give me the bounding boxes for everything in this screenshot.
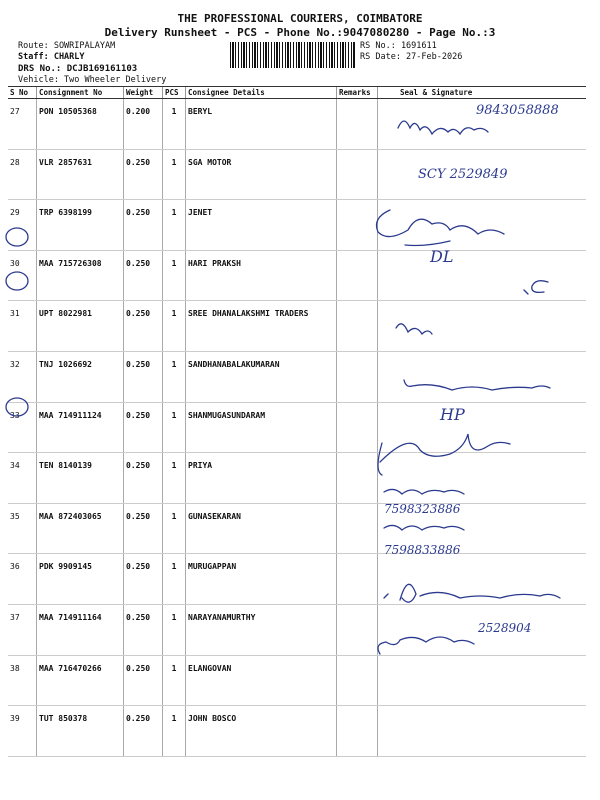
table-row (8, 351, 586, 402)
cell-consignee: ELANGOVAN (186, 655, 337, 706)
cell-consignee: SGA MOTOR (186, 149, 337, 200)
cell-consignee: SREE DHANALAKSHMI TRADERS (186, 301, 337, 352)
cell-sno: 39 (8, 706, 37, 757)
handwriting-row-27: 9843058888 (476, 103, 559, 118)
cell-pcs: 1 (163, 402, 186, 453)
runsheet-table (8, 86, 586, 757)
cell-consignment-no: VLR 2857631 (37, 149, 124, 200)
table-row (8, 200, 586, 251)
cell-weight: 0.250 (124, 250, 163, 301)
col-signature: Seal & Signature (378, 87, 587, 99)
cell-signature (378, 503, 587, 554)
cell-consignee: NARAYANAMURTHY (186, 604, 337, 655)
handwriting-row-36: 7598323886 (384, 502, 461, 516)
cell-sno: 29 (8, 200, 37, 251)
cell-signature (378, 402, 587, 453)
cell-consignment-no: PON 10505368 (37, 99, 124, 150)
cell-sno: 30 (8, 250, 37, 301)
route-label: Route: SOWRIPALAYAM (18, 41, 116, 51)
drs-label: DRS No.: DCJB169161103 (18, 64, 138, 74)
handwriting-row-34: HP (440, 405, 465, 424)
table-row (8, 554, 586, 605)
cell-signature (378, 453, 587, 504)
cell-pcs: 1 (163, 554, 186, 605)
handwriting-row-39: 2528904 (478, 621, 532, 635)
cell-consignment-no: TEN 8140139 (37, 453, 124, 504)
table-row (8, 503, 586, 554)
col-remarks: Remarks (337, 87, 378, 99)
cell-weight: 0.250 (124, 706, 163, 757)
cell-weight: 0.250 (124, 200, 163, 251)
cell-pcs: 1 (163, 503, 186, 554)
cell-remarks (337, 655, 378, 706)
cell-signature (378, 706, 587, 757)
cell-weight: 0.250 (124, 503, 163, 554)
cell-remarks (337, 503, 378, 554)
col-weight: Weight (124, 87, 163, 99)
cell-consignment-no: MAA 714911164 (37, 604, 124, 655)
cell-weight: 0.250 (124, 604, 163, 655)
cell-consignment-no: MAA 872403065 (37, 503, 124, 554)
cell-pcs: 1 (163, 604, 186, 655)
cell-signature (378, 99, 587, 150)
cell-consignee: HARI PRAKSH (186, 250, 337, 301)
cell-signature (378, 655, 587, 706)
cell-consignment-no: MAA 715726308 (37, 250, 124, 301)
cell-weight: 0.250 (124, 149, 163, 200)
cell-consignee: GUNASEKARAN (186, 503, 337, 554)
cell-signature (378, 250, 587, 301)
col-pcs: PCS (163, 87, 186, 99)
cell-consignment-no: TRP 6398199 (37, 200, 124, 251)
cell-weight: 0.250 (124, 554, 163, 605)
cell-signature (378, 301, 587, 352)
cell-pcs: 1 (163, 149, 186, 200)
cell-signature (378, 149, 587, 200)
table-row (8, 604, 586, 655)
cell-pcs: 1 (163, 351, 186, 402)
cell-consignment-no: PDK 9909145 (37, 554, 124, 605)
cell-sno: 38 (8, 655, 37, 706)
cell-remarks (337, 453, 378, 504)
cell-weight: 0.200 (124, 99, 163, 150)
cell-consignment-no: TUT 850378 (37, 706, 124, 757)
cell-remarks (337, 99, 378, 150)
cell-weight: 0.250 (124, 655, 163, 706)
rs-number: RS No.: 1691611 (360, 41, 437, 51)
cell-consignee: PRIYA (186, 453, 337, 504)
cell-consignee: JOHN BOSCO (186, 706, 337, 757)
cell-pcs: 1 (163, 706, 186, 757)
cell-pcs: 1 (163, 655, 186, 706)
cell-sno: 27 (8, 99, 37, 150)
col-consignee: Consignee Details (186, 87, 337, 99)
cell-weight: 0.250 (124, 402, 163, 453)
cell-consignee: BERYL (186, 99, 337, 150)
cell-remarks (337, 706, 378, 757)
cell-remarks (337, 149, 378, 200)
table-row (8, 402, 586, 453)
table-row (8, 149, 586, 200)
cell-pcs: 1 (163, 99, 186, 150)
handwriting-row-28: SCY 2529849 (418, 167, 508, 182)
cell-consignment-no: TNJ 1026692 (37, 351, 124, 402)
cell-sno: 34 (8, 453, 37, 504)
cell-consignee: MURUGAPPAN (186, 554, 337, 605)
table-row (8, 453, 586, 504)
table-row (8, 250, 586, 301)
cell-signature (378, 554, 587, 605)
cell-sno: 31 (8, 301, 37, 352)
cell-sno: 28 (8, 149, 37, 200)
cell-signature (378, 604, 587, 655)
rs-date: RS Date: 27-Feb-2026 (360, 52, 463, 62)
cell-consignee: SANDHANABALAKUMARAN (186, 351, 337, 402)
cell-pcs: 1 (163, 250, 186, 301)
cell-remarks (337, 402, 378, 453)
cell-pcs: 1 (163, 453, 186, 504)
cell-pcs: 1 (163, 200, 186, 251)
cell-sno: 37 (8, 604, 37, 655)
barcode-image (230, 42, 355, 68)
cell-sno: 36 (8, 554, 37, 605)
cell-consignment-no: UPT 8022981 (37, 301, 124, 352)
col-sno: S No (8, 87, 37, 99)
cell-weight: 0.250 (124, 351, 163, 402)
cell-sno: 33 (8, 402, 37, 453)
vehicle-label: Vehicle: Two Wheeler Delivery (18, 75, 167, 85)
cell-consignee: SHANMUGASUNDARAM (186, 402, 337, 453)
table-row (8, 655, 586, 706)
cell-sno: 32 (8, 351, 37, 402)
cell-weight: 0.250 (124, 301, 163, 352)
handwriting-row-37: 7598833886 (384, 543, 461, 557)
table-row (8, 301, 586, 352)
cell-remarks (337, 604, 378, 655)
cell-remarks (337, 200, 378, 251)
cell-remarks (337, 554, 378, 605)
cell-pcs: 1 (163, 301, 186, 352)
staff-label: Staff: CHARLY (18, 52, 85, 62)
cell-consignment-no: MAA 714911124 (37, 402, 124, 453)
cell-consignment-no: MAA 716470266 (37, 655, 124, 706)
cell-sno: 35 (8, 503, 37, 554)
cell-consignee: JENET (186, 200, 337, 251)
table-header-row (8, 87, 586, 99)
cell-remarks (337, 351, 378, 402)
document-title: THE PROFESSIONAL COURIERS, COIMBATORE (177, 12, 423, 25)
table-row (8, 706, 586, 757)
cell-weight: 0.250 (124, 453, 163, 504)
cell-remarks (337, 250, 378, 301)
cell-remarks (337, 301, 378, 352)
cell-signature (378, 351, 587, 402)
table-row (8, 99, 586, 150)
handwriting-row-30: DL (430, 247, 454, 266)
col-consignment: Consignment No (37, 87, 124, 99)
cell-signature (378, 200, 587, 251)
document-subtitle: Delivery Runsheet - PCS - Phone No.:9047080280 - Page No.:3 (104, 26, 496, 39)
